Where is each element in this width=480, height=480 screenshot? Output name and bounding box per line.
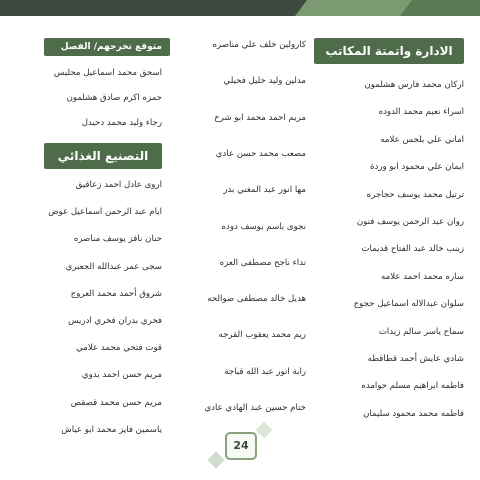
name-item: روان عبد الرحمن يوسف فنون (356, 217, 464, 227)
top-band-green-strip-right (400, 0, 480, 16)
name-item: ترتيل محمد يوسف حجاجره (366, 189, 464, 200)
name-item: اروى عادل احمد زعاقيق (75, 180, 162, 190)
name-item: سلوان عبدالاله اسماعيل حجوج (353, 299, 464, 310)
name-item: زينب خالد عبد الفتاح قديمات (361, 244, 464, 255)
top-band-dark-strip (0, 0, 310, 16)
top-band-green-strip (295, 0, 415, 16)
name-item: ايمان علي محمود ابو وردة (370, 162, 464, 173)
name-item: هديل خالد مصطفى صوالحه (207, 294, 306, 305)
name-item: سجى عمر عبدالله الجعبري (65, 261, 162, 272)
name-item: كارولين خلف علي مناصره (212, 40, 306, 50)
name-item: ريم محمد يعقوب القرجه (218, 330, 306, 341)
name-item: قوت فتحي محمد علامي (76, 343, 162, 354)
section-title-expected: متوقع تخرجهم/ الفصل الصيفي (60, 42, 162, 70)
name-item: مصعب محمد حسن عادي (215, 148, 306, 159)
name-item: رابة انور عبد الله قباجة (224, 366, 306, 377)
name-item: حمزه اكرم صادق هشلمون (66, 93, 162, 103)
section-header-admin (314, 38, 464, 64)
section-header-food (44, 143, 162, 169)
decorative-leaf-icon (256, 422, 273, 439)
section-header-expected (44, 38, 170, 70)
name-item: شروق أحمد محمد العروج (70, 288, 162, 299)
page-number-text: 24 (233, 439, 249, 452)
name-item: رجاء وليد محمد دحيدل (81, 118, 162, 128)
section-title-admin: الادارة واتمتة المكاتب (325, 44, 453, 58)
name-item: مريم حسن احمد بدوي (81, 370, 162, 381)
name-item: اسراء نعيم محمد الدوده (378, 107, 464, 118)
name-item: فاطمه ابراهيم مسلم حوامده (361, 381, 464, 392)
name-item: اماني علي بلجس علامه (380, 134, 464, 145)
name-item: ايام عبد الرحمن اسماعيل عوض (48, 207, 162, 218)
page-number (225, 432, 257, 460)
name-item: سماح ياسر سالم زيدات (378, 326, 464, 337)
name-item: ساره محمد احمد علامه (381, 271, 464, 282)
name-item: ختام حسين عبد الهادي عادي (204, 403, 306, 413)
name-item: فخري بدران فخري ادريس (68, 316, 162, 326)
name-item: حنان نافز يوسف مناصره (73, 234, 162, 245)
name-item: مها انور عبد المغني بدر (223, 185, 306, 196)
name-item: ياسمين فايز محمد ابو عياش (61, 424, 162, 435)
decorative-leaf-icon (208, 452, 225, 469)
name-item: نداء ناجح مصطفى العزه (219, 257, 306, 268)
section-title-food: التصنيع الغذائي (57, 149, 149, 163)
name-item: نجوى باسم يوسف دوده (221, 221, 306, 232)
top-decorative-band (0, 0, 480, 18)
name-item: شادي عايش أحمد قطاقطه (367, 354, 464, 364)
name-item: اسحق محمد اسماعيل محليس (53, 68, 162, 78)
name-item: مريم احمد محمد ابو شرخ (214, 112, 306, 123)
name-item: اركان محمد فارس هشلمون (364, 80, 464, 90)
name-item: فاطمه محمد محمود سليمان (363, 408, 464, 419)
name-item: مدلين وليد خليل فحيلي (223, 76, 306, 87)
name-item: مريم حسن محمد قصقص (70, 397, 162, 408)
